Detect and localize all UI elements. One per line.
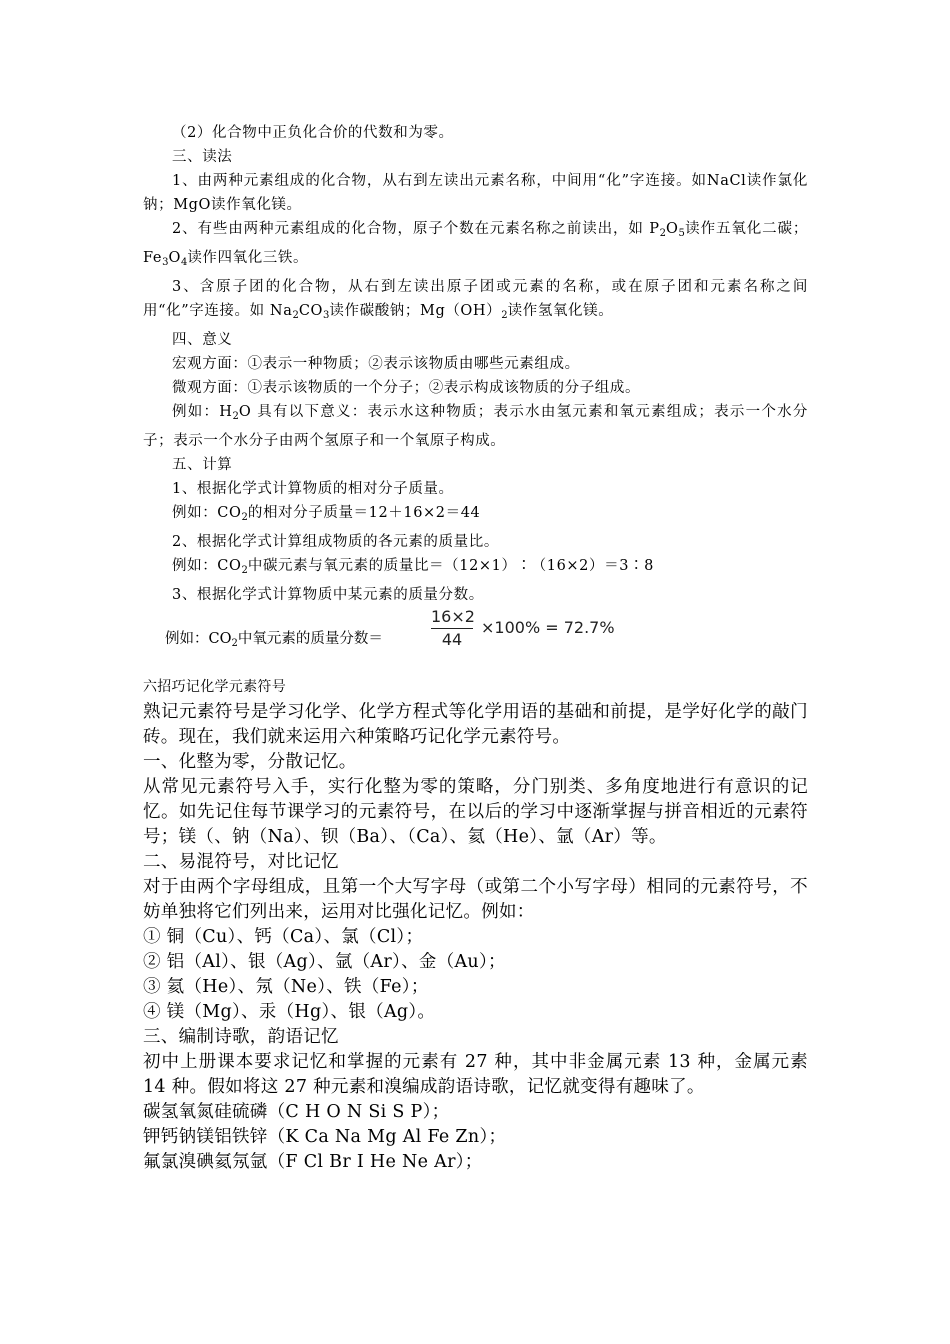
paragraph: 熟记元素符号是学习化学、化学方程式等化学用语的基础和前提，是学好化学的敲门砖。现在，我们就来运用六种策略巧记化学元素符号。 bbox=[143, 702, 808, 747]
text: 例如：H bbox=[172, 404, 233, 420]
text: 例如：CO bbox=[172, 505, 242, 521]
text: 3、含原子团的化合物，从右到左读出原子团或元素的名称，或在原子团和元素名称之间用“化”字连接。如 Na bbox=[143, 279, 808, 319]
subscript: 3 bbox=[323, 310, 330, 321]
text: 例如：CO bbox=[172, 558, 242, 574]
text: O 具有以下意义：表示水这种物质；表示水由氢元素和氧元素组成；表示一个水分子；表示一个水分子由两个氢原子和一个氧原子构成。 bbox=[143, 404, 808, 449]
subscript: 2 bbox=[241, 565, 248, 576]
paragraph bbox=[143, 554, 808, 583]
fraction-denominator: 44 bbox=[441, 630, 463, 649]
text: 中氧元素的质量分数＝ bbox=[237, 631, 383, 647]
heading-calculation: 五、计算 bbox=[172, 457, 233, 473]
list-item: ④ 镁（Mg）、汞（Hg）、银（Ag）。 bbox=[143, 1002, 436, 1022]
subscript: 2 bbox=[232, 411, 239, 422]
element-symbol-article bbox=[143, 676, 808, 1175]
fraction-bar bbox=[431, 628, 473, 629]
paragraph bbox=[143, 501, 808, 530]
paragraph: 宏观方面：①表示一种物质；②表示该物质由哪些元素组成。 bbox=[172, 356, 580, 372]
subscript: 2 bbox=[292, 310, 299, 321]
subscript: 2 bbox=[501, 310, 508, 321]
text: 读作氢氧化镁。 bbox=[507, 303, 614, 319]
text: 2、有些由两种元素组成的化合物，原子个数在元素名称之前读出，如 P bbox=[172, 221, 660, 237]
heading: 二、易混符号，对比记忆 bbox=[143, 852, 339, 872]
text: CO bbox=[298, 303, 324, 319]
text: 读作碳酸钠；Mg（OH） bbox=[329, 303, 502, 319]
text: O bbox=[666, 221, 679, 237]
chemical-formula-section bbox=[143, 121, 808, 651]
subscript: 5 bbox=[678, 228, 685, 239]
text: 读作五氧化二碳；Fe bbox=[143, 221, 808, 266]
article-title: 六招巧记化学元素符号 bbox=[143, 679, 286, 695]
paragraph: （2）化合物中正负化合价的代数和为零。 bbox=[172, 125, 454, 141]
paragraph bbox=[143, 275, 808, 328]
list-item: ② 铝（Al）、银（Ag）、氩（Ar）、金（Au）； bbox=[143, 952, 506, 972]
subscript: 2 bbox=[659, 228, 667, 239]
paragraph: 对于由两个字母组成，且第一个大写字母（或第二个小写字母）相同的元素符号，不妨单独将它们列出来，运用对比强化记忆。例如： bbox=[143, 877, 808, 922]
list-item: ① 铜（Cu）、钙（Ca）、氯（Cl）； bbox=[143, 927, 424, 947]
subscript: 2 bbox=[241, 512, 248, 523]
paragraph: 1、根据化学式计算物质的相对分子质量。 bbox=[172, 481, 454, 497]
text: 例如：CO bbox=[165, 631, 232, 647]
formula-result: ×100% = 72.7% bbox=[481, 618, 615, 637]
poem-line: 钾钙钠镁铝铁锌（K Ca Na Mg Al Fe Zn）； bbox=[143, 1127, 507, 1147]
text: 读作四氧化三铁。 bbox=[187, 250, 309, 266]
paragraph: 从常见元素符号入手，实行化整为零的策略，分门别类、多角度地进行有意识的记忆。如先记住每节课学习的元素符号，在以后的学习中逐渐掌握与拼音相近的元素符号；镁（、钠（Na）、钡（Ba）、（Ca）、氦（He）、氩（Ar）等。 bbox=[143, 777, 808, 847]
formula-row bbox=[143, 607, 808, 651]
fraction-numerator: 16×2 bbox=[431, 607, 475, 626]
heading-reading: 三、读法 bbox=[172, 149, 233, 165]
paragraph: 微观方面：①表示该物质的一个分子；②表示构成该物质的分子组成。 bbox=[172, 380, 641, 396]
text: 的相对分子质量＝12＋16×2＝44 bbox=[247, 505, 481, 521]
paragraph: 初中上册课本要求记忆和掌握的元素有 27 种，其中非金属元素 13 种，金属元素 14 种。假如将这 27 种元素和溴编成韵语诗歌，记忆就变得有趣味了。 bbox=[143, 1052, 808, 1097]
list-item: ③ 氦（He）、氖（Ne）、铁（Fe）； bbox=[143, 977, 429, 997]
text: O bbox=[168, 250, 181, 266]
subscript: 4 bbox=[180, 257, 188, 268]
poem-line: 氟氯溴碘氦氖氩（F Cl Br I He Ne Ar）； bbox=[143, 1152, 483, 1172]
paragraph bbox=[143, 400, 808, 453]
subscript: 2 bbox=[231, 638, 238, 649]
heading-meaning: 四、意义 bbox=[172, 332, 233, 348]
heading: 三、编制诗歌，韵语记忆 bbox=[143, 1027, 339, 1047]
paragraph: 3、根据化学式计算物质中某元素的质量分数。 bbox=[172, 587, 484, 603]
poem-line: 碳氢氧氮硅硫磷（C H O N Si S P）； bbox=[143, 1102, 450, 1122]
heading: 一、化整为零，分散记忆。 bbox=[143, 752, 357, 772]
paragraph bbox=[143, 217, 808, 275]
text: 中碳元素与氧元素的质量比＝（12×1）∶（16×2）＝3∶8 bbox=[247, 558, 654, 574]
formula-label bbox=[165, 627, 383, 649]
paragraph: 2、根据化学式计算组成物质的各元素的质量比。 bbox=[172, 534, 499, 550]
subscript: 3 bbox=[162, 257, 169, 268]
fraction bbox=[431, 607, 473, 650]
paragraph: 1、由两种元素组成的化合物，从右到左读出元素名称，中间用“化”字连接。如NaCl读作氯化钠；MgO读作氧化镁。 bbox=[143, 173, 808, 213]
